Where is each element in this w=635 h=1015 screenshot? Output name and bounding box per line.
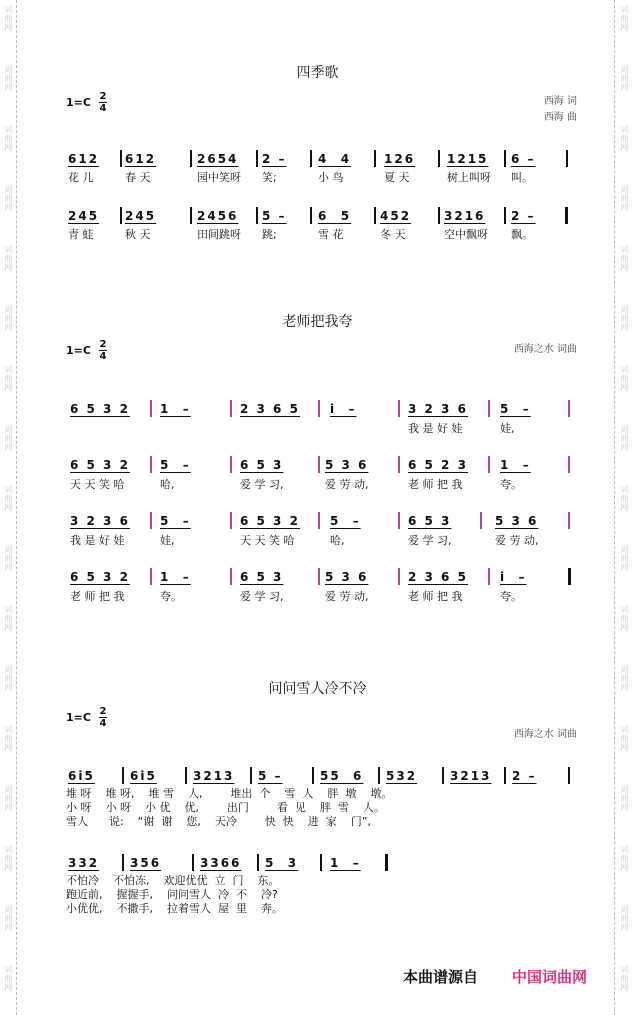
measure: 245 xyxy=(68,209,100,223)
song-credits xyxy=(514,342,577,358)
time-bottom: 4 xyxy=(99,351,107,362)
measure: 3213 xyxy=(450,769,492,783)
watermark-text: 词曲网 xyxy=(4,5,13,32)
barline xyxy=(257,854,259,871)
watermark-text: 词曲网 xyxy=(620,905,629,932)
measure: 6i5 xyxy=(68,769,95,783)
barline xyxy=(504,150,506,167)
measure: 5 3 6 xyxy=(495,514,539,528)
time-top: 2 xyxy=(99,706,107,717)
measure: 6 – xyxy=(511,152,536,166)
watermark-text: 词曲网 xyxy=(4,245,13,272)
measure: 6 5 3 xyxy=(240,570,284,584)
barline xyxy=(398,568,400,585)
barline xyxy=(374,207,376,224)
lyric: 冬 天 xyxy=(380,228,406,241)
barline xyxy=(568,512,570,529)
barline xyxy=(150,568,152,585)
measure: 6 5 3 2 xyxy=(70,402,130,416)
barline xyxy=(568,767,570,784)
watermark-text: 词曲网 xyxy=(620,65,629,92)
barline xyxy=(256,150,258,167)
watermark-text: 词曲网 xyxy=(620,485,629,512)
time-signature xyxy=(99,707,107,728)
key-label: 1=C xyxy=(66,344,91,357)
measure: 3216 xyxy=(444,209,486,223)
barline xyxy=(566,150,568,167)
measure: 1 – xyxy=(500,458,531,472)
barline xyxy=(256,207,258,224)
barline xyxy=(310,207,312,224)
watermark-text: 词曲网 xyxy=(620,425,629,452)
barline xyxy=(318,568,320,585)
barline xyxy=(120,207,122,224)
barline xyxy=(374,150,376,167)
lyric: 娃, xyxy=(160,534,175,547)
barline xyxy=(230,400,232,417)
measure: 1 – xyxy=(330,856,361,870)
watermark-text: 词曲网 xyxy=(4,545,13,572)
lyric: 哈, xyxy=(330,534,345,547)
measure: 3 2 3 6 xyxy=(408,402,468,416)
lyric: 树上叫呀 xyxy=(447,171,491,184)
lyric-verse: 雪人 说: “谢 谢 您, 天冷 快 快 进 家 门”, xyxy=(66,815,371,828)
watermark-text: 词曲网 xyxy=(4,605,13,632)
lyric-verse: 不怕冷 不怕冻, 欢迎优优 立 门 东。 xyxy=(66,874,280,887)
song-credits xyxy=(544,94,577,126)
measure: 5 – xyxy=(500,402,531,416)
footer-site-link[interactable]: 中国词曲网 xyxy=(512,968,588,986)
time-top: 2 xyxy=(99,91,107,102)
key-label: 1=C xyxy=(66,96,91,109)
watermark-text: 词曲网 xyxy=(620,125,629,152)
lyric: 我 是 好 娃 xyxy=(408,422,463,435)
lyricist-credit: 西海 词 xyxy=(543,96,577,107)
lyric: 爱 学 习, xyxy=(240,590,284,603)
barline xyxy=(230,456,232,473)
lyric: 田间跳呀 xyxy=(197,228,241,241)
measure: 6 5 xyxy=(318,209,352,223)
lyric: 秋 天 xyxy=(125,228,151,241)
page-border-right xyxy=(614,0,615,1015)
measure: 612 xyxy=(125,152,157,166)
lyricist-composer-credit: 西海之水 词曲 xyxy=(513,729,577,740)
lyric-verse: 小 呀 小 呀 小 优 优, 出门 看 见 胖 雪 人。 xyxy=(66,801,385,814)
measure: 2654 xyxy=(197,152,239,166)
song-title: 老师把我夸 xyxy=(282,314,353,330)
measure: i – xyxy=(500,570,527,584)
watermark-text: 词曲网 xyxy=(4,125,13,152)
barline xyxy=(310,150,312,167)
key-label: 1=C xyxy=(66,711,91,724)
measure: 1215 xyxy=(447,152,489,166)
final-barline xyxy=(565,207,568,224)
lyric: 跳; xyxy=(262,228,277,241)
measure: 245 xyxy=(125,209,157,223)
barline xyxy=(312,767,314,784)
measure: 532 xyxy=(386,769,418,783)
measure: 6 5 3 2 xyxy=(240,514,300,528)
barline xyxy=(250,767,252,784)
watermark-text: 词曲网 xyxy=(4,785,13,812)
watermark-text: 词曲网 xyxy=(620,725,629,752)
lyricist-composer-credit: 西海之水 词曲 xyxy=(513,344,577,355)
time-signature xyxy=(99,92,107,113)
measure: 3213 xyxy=(193,769,235,783)
measure: 5 – xyxy=(160,458,191,472)
measure: 612 xyxy=(68,152,100,166)
barline xyxy=(150,512,152,529)
measure: 2 – xyxy=(512,769,537,783)
watermark-text: 词曲网 xyxy=(4,845,13,872)
measure: 2 – xyxy=(262,152,287,166)
lyric: 夸。 xyxy=(500,478,522,491)
watermark-text: 词曲网 xyxy=(620,665,629,692)
time-top: 2 xyxy=(99,339,107,350)
lyric: 夸。 xyxy=(160,590,182,603)
watermark-text: 词曲网 xyxy=(4,965,13,992)
lyric: 娃, xyxy=(500,422,515,435)
barline xyxy=(442,767,444,784)
watermark-text: 词曲网 xyxy=(620,545,629,572)
measure: 2 – xyxy=(511,209,536,223)
measure: 6i5 xyxy=(130,769,157,783)
lyric: 老 师 把 我 xyxy=(408,478,463,491)
watermark-text: 词曲网 xyxy=(620,185,629,212)
barline xyxy=(122,767,124,784)
barline xyxy=(230,512,232,529)
measure: 5 – xyxy=(160,514,191,528)
lyric: 哈, xyxy=(160,478,175,491)
watermark-text: 词曲网 xyxy=(620,965,629,992)
measure: 452 xyxy=(380,209,412,223)
lyric: 爱 学 习, xyxy=(408,534,452,547)
final-barline xyxy=(568,568,571,585)
lyric: 花 儿 xyxy=(68,171,94,184)
barline xyxy=(568,456,570,473)
barline xyxy=(504,767,506,784)
measure: 2 3 6 5 xyxy=(240,402,300,416)
barline xyxy=(488,568,490,585)
watermark-text: 词曲网 xyxy=(4,665,13,692)
watermark-text: 词曲网 xyxy=(4,65,13,92)
lyric-verse: 堆 呀 堆 呀, 堆 雪 人, 堆出 个 雪 人 胖 墩 墩。 xyxy=(66,787,393,800)
barline xyxy=(438,150,440,167)
key-signature xyxy=(66,340,107,361)
key-signature xyxy=(66,707,107,728)
watermark-text: 词曲网 xyxy=(620,5,629,32)
barline xyxy=(488,456,490,473)
barline xyxy=(378,767,380,784)
measure: 6 5 3 xyxy=(240,458,284,472)
measure: 2456 xyxy=(197,209,239,223)
lyric: 天 天 笑 哈 xyxy=(70,478,125,491)
lyric: 园中笑呀 xyxy=(197,171,241,184)
lyric-verse: 跑近前, 握握手, 问问雪人 冷 不 冷? xyxy=(66,888,278,901)
lyric: 春 天 xyxy=(125,171,151,184)
watermark-text: 词曲网 xyxy=(4,305,13,332)
measure: 5 3 6 xyxy=(325,458,369,472)
watermark-text: 词曲网 xyxy=(620,605,629,632)
barline xyxy=(150,400,152,417)
lyric: 爱 劳 动, xyxy=(325,478,369,491)
lyric: 夸。 xyxy=(500,590,522,603)
lyric: 我 是 好 娃 xyxy=(70,534,125,547)
barline xyxy=(320,854,322,871)
lyric: 小 鸟 xyxy=(318,171,344,184)
barline xyxy=(504,207,506,224)
lyric: 爱 学 习, xyxy=(240,478,284,491)
barline xyxy=(438,207,440,224)
measure: 1 – xyxy=(160,402,191,416)
measure: 5 – xyxy=(330,514,361,528)
lyric: 爱 劳 动, xyxy=(325,590,369,603)
barline xyxy=(120,150,122,167)
song-credits xyxy=(514,727,577,743)
lyric: 空中飘呀 xyxy=(444,228,488,241)
measure: 6 5 2 3 xyxy=(408,458,468,472)
lyric: 老 师 把 我 xyxy=(408,590,463,603)
barline xyxy=(398,456,400,473)
page-border-left xyxy=(16,0,17,1015)
barline xyxy=(568,400,570,417)
lyric: 飘。 xyxy=(511,228,533,241)
lyric: 爱 劳 动, xyxy=(495,534,539,547)
measure: 3366 xyxy=(200,856,242,870)
watermark-text: 词曲网 xyxy=(4,485,13,512)
watermark-text: 词曲网 xyxy=(620,245,629,272)
barline xyxy=(122,854,124,871)
measure: 5 3 xyxy=(265,856,299,870)
watermark-text: 词曲网 xyxy=(620,365,629,392)
barline xyxy=(190,150,192,167)
barline xyxy=(150,456,152,473)
barline xyxy=(398,512,400,529)
song-title: 问问雪人冷不冷 xyxy=(268,681,367,697)
measure: 4 4 xyxy=(318,152,352,166)
barline xyxy=(230,568,232,585)
watermark-text: 词曲网 xyxy=(620,305,629,332)
key-signature xyxy=(66,92,107,113)
lyric: 老 师 把 我 xyxy=(70,590,125,603)
watermark-text: 词曲网 xyxy=(620,785,629,812)
measure: 3 2 3 6 xyxy=(70,514,130,528)
measure: 55 6 xyxy=(320,769,364,783)
lyric: 叫。 xyxy=(511,171,533,184)
barline xyxy=(318,400,320,417)
watermark-text: 词曲网 xyxy=(4,725,13,752)
lyric: 夏 天 xyxy=(384,171,410,184)
barline xyxy=(185,767,187,784)
watermark-text: 词曲网 xyxy=(620,845,629,872)
measure: 126 xyxy=(384,152,416,166)
footer-source-label: 本曲谱源自 xyxy=(403,968,479,986)
lyric: 青 蛙 xyxy=(68,228,94,241)
lyric-verse: 小优优, 不撒手, 拉着雪人 屋 里 奔。 xyxy=(66,902,283,915)
measure: 6 5 3 2 xyxy=(70,458,130,472)
time-bottom: 4 xyxy=(99,718,107,729)
watermark-text: 词曲网 xyxy=(4,185,13,212)
measure: 5 – xyxy=(262,209,287,223)
final-barline xyxy=(385,854,388,871)
watermark-text: 词曲网 xyxy=(4,365,13,392)
song-title: 四季歌 xyxy=(296,65,339,81)
lyric: 笑; xyxy=(262,171,277,184)
measure: 1 – xyxy=(160,570,191,584)
measure: 6 5 3 2 xyxy=(70,570,130,584)
composer-credit: 西海 曲 xyxy=(543,112,577,123)
barline xyxy=(318,456,320,473)
measure: 332 xyxy=(68,856,100,870)
measure: 356 xyxy=(130,856,162,870)
measure: 5 – xyxy=(258,769,283,783)
barline xyxy=(480,512,482,529)
barline xyxy=(318,512,320,529)
barline xyxy=(488,400,490,417)
barline xyxy=(398,400,400,417)
time-bottom: 4 xyxy=(99,103,107,114)
time-signature xyxy=(99,340,107,361)
watermark-text: 词曲网 xyxy=(4,905,13,932)
barline xyxy=(192,854,194,871)
measure: 6 5 3 xyxy=(408,514,452,528)
lyric: 雪 花 xyxy=(318,228,344,241)
barline xyxy=(190,207,192,224)
watermark-text: 词曲网 xyxy=(4,425,13,452)
measure: 2 3 6 5 xyxy=(408,570,468,584)
measure: i – xyxy=(330,402,357,416)
measure: 5 3 6 xyxy=(325,570,369,584)
lyric: 天 天 笑 哈 xyxy=(240,534,295,547)
